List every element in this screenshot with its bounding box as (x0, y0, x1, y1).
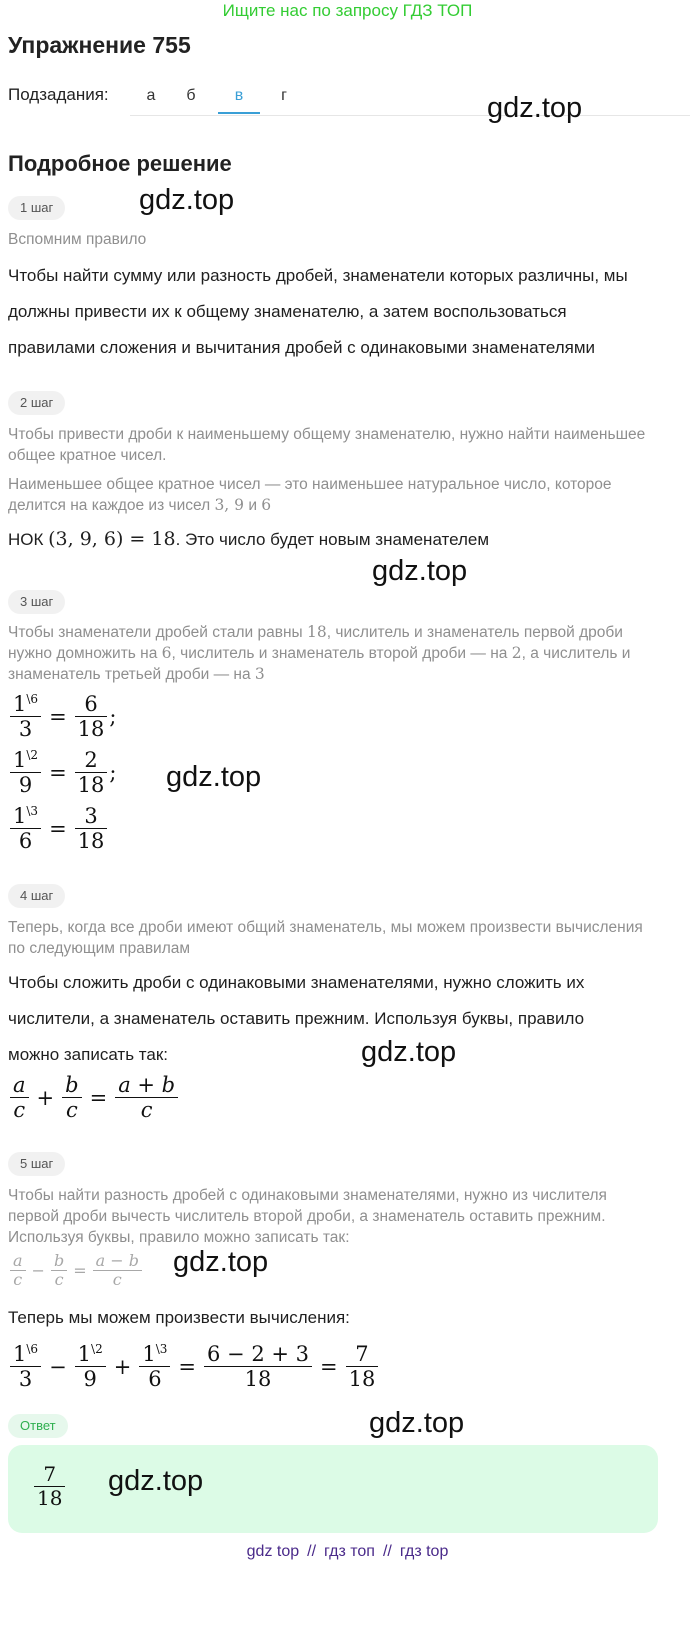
nok-label: НОК (8, 530, 49, 549)
footer-link[interactable]: gdz top (246, 1543, 300, 1560)
math-inline: 2 (511, 644, 522, 662)
math-inline: 18 (307, 623, 327, 641)
numerator: 1 (13, 804, 27, 828)
promo-link[interactable]: Ищите нас по запросу ГДЗ ТОП (222, 1, 473, 20)
multiplier: \2 (91, 1342, 103, 1356)
punct: ; (109, 704, 117, 729)
multiplier: \6 (26, 692, 39, 706)
text-fragment: , а числитель и (521, 645, 631, 662)
text-line (8, 622, 693, 643)
math-inline: (3, 9, 6) = 18 (48, 528, 176, 550)
denominator: 18 (77, 829, 105, 854)
denominator: 18 (244, 1367, 272, 1392)
step-badge: 2 шаг (8, 391, 65, 415)
text-line: числители, а знаменатель оставить прежним. Используя буквы, правило (8, 1009, 585, 1028)
math-inline: 3, 9 (214, 496, 245, 514)
numerator: 1 (13, 692, 27, 716)
text-line: Чтобы найти разность дробей с одинаковыми знаменателями, нужно из числителя (8, 1187, 607, 1204)
step-hint (8, 622, 693, 685)
numerator: 3 (75, 804, 108, 829)
text-line: общее кратное чисел. (8, 447, 167, 464)
numerator: b (51, 1252, 67, 1271)
text-line (8, 664, 693, 685)
separator: // (307, 1543, 317, 1560)
nok-text: . Это число будет новым знаменателем (175, 530, 490, 549)
equation: $\frac{1^{\backslash 6}}{3}$ = $\frac{6}{18}$ ; (8, 692, 116, 741)
fraction (10, 804, 41, 853)
multiplier: \6 (26, 1342, 39, 1356)
numerator: 7 (346, 1342, 379, 1367)
watermark: gdz.top (108, 1465, 204, 1497)
watermark: gdz.top (166, 761, 262, 793)
denominator: 9 (83, 1367, 97, 1392)
numerator: 1 (142, 1342, 156, 1366)
rule-text (8, 258, 688, 366)
step-badge: 3 шаг (8, 590, 65, 614)
step-badge: 1 шаг (8, 196, 65, 220)
fraction (10, 748, 41, 797)
rule-text (8, 965, 688, 1073)
denominator: 9 (18, 773, 33, 798)
numerator: a (10, 1073, 29, 1098)
text-fragment: делится на каждое из чисел (8, 497, 215, 514)
tab-a[interactable]: а (146, 87, 156, 104)
text-line: первой дроби вычесть числитель второй дроби, а знаменатель оставить прежним. (8, 1208, 606, 1225)
step-hint (8, 474, 688, 516)
step-badge: 5 шаг (8, 1152, 65, 1176)
denominator: c (54, 1270, 64, 1290)
text-line: Наименьшее общее кратное чисел — это наименьшее натуральное число, которое (8, 476, 612, 493)
text-line: можно записать так: (8, 1045, 168, 1064)
numerator: 7 (34, 1463, 65, 1487)
separator: // (382, 1543, 392, 1560)
answer-badge: Ответ (8, 1414, 68, 1438)
text-line: должны привести их к общему знаменателю, а затем воспользоваться (8, 302, 567, 321)
tab-v-active[interactable]: в (218, 78, 260, 114)
math-inline: 6 (161, 644, 172, 662)
denominator: 18 (37, 1486, 63, 1510)
fraction (10, 692, 41, 741)
denominator: 18 (77, 717, 105, 742)
tab-g[interactable]: г (281, 87, 287, 104)
addition-formula: $\frac{a}{c}$ + $\frac{b}{c}$ = $\frac{a + b}{c}$ (8, 1073, 180, 1122)
text-fragment: , числитель и знаменатель первой дроби (326, 624, 623, 641)
watermark: gdz.top (372, 555, 468, 587)
watermark: gdz.top (139, 184, 235, 216)
subtasks-label: Подзадания: (8, 85, 109, 104)
step-hint (8, 424, 688, 466)
final-calculation: $\frac{1^{\backslash 6}}{3}$ − $\frac{1^{\backslash 2}}{9}$ + $\frac{1^{\backslash 3}}{6}$ = $\frac{6 - 2 + 3}{18}$ = $\frac{7}{18}$ (8, 1342, 380, 1391)
subtraction-formula: $\frac{a}{c}$ − $\frac{b}{c}$ = $\frac{a - b}{c}$ (8, 1252, 144, 1290)
numerator: 2 (75, 748, 108, 773)
equation: $\frac{1^{\backslash 2}}{9}$ = $\frac{2}{18}$ ; (8, 748, 116, 797)
multiplier: \2 (26, 748, 39, 762)
math-inline: 3 (254, 665, 265, 683)
numerator: 1 (77, 1342, 92, 1366)
denominator: 6 (18, 829, 33, 854)
numerator: 1 (13, 748, 27, 772)
step-hint (8, 1185, 693, 1248)
numerator: a + b (115, 1073, 178, 1098)
denominator: 18 (348, 1367, 376, 1392)
denominator: c (140, 1098, 153, 1123)
footer-link[interactable]: гдз top (399, 1543, 449, 1560)
numerator: 1 (13, 1342, 27, 1366)
text-fragment: , числитель и знаменатель второй дроби — на (171, 645, 512, 662)
watermark: gdz.top (369, 1407, 465, 1439)
fraction (75, 804, 108, 853)
math-inline: 6 (261, 496, 272, 514)
numerator: b (62, 1073, 81, 1098)
answer-value (32, 1463, 67, 1510)
text-line (8, 643, 693, 664)
text-line: правилами сложения и вычитания дробей с одинаковыми знаменателями (8, 338, 596, 357)
text-line: Теперь, когда все дроби имеют общий знаменатель, мы можем произвести вычисления (8, 919, 643, 936)
text-line: Используя буквы, правило можно записать так: (8, 1229, 350, 1246)
text-fragment: и (244, 497, 262, 514)
exercise-title: Упражнение 755 (8, 32, 191, 58)
text-fragment: знаменатель третьей дроби — на (8, 666, 255, 683)
calc-label: Теперь мы можем произвести вычисления: (8, 1308, 350, 1327)
multiplier: \3 (155, 1342, 168, 1356)
denominator: 3 (18, 1367, 33, 1392)
text-line (8, 495, 688, 516)
numerator: a − b (93, 1252, 142, 1271)
tab-b[interactable]: б (186, 87, 196, 104)
watermark: gdz.top (173, 1246, 269, 1278)
step-hint (8, 917, 693, 959)
text-line: Чтобы сложить дроби с одинаковыми знаменателями, нужно сложить их (8, 973, 585, 992)
denominator: c (13, 1098, 26, 1123)
watermark: gdz.top (361, 1036, 457, 1068)
punct: ; (109, 760, 117, 785)
section-title: Подробное решение (8, 151, 232, 176)
denominator: c (13, 1270, 23, 1290)
fraction (75, 748, 108, 797)
footer-links (0, 1543, 695, 1561)
text-line: Чтобы привести дроби к наименьшему общему знаменателю, нужно найти наименьшее (8, 426, 646, 443)
text-line: по следующим правилам (8, 940, 191, 957)
denominator: 3 (18, 717, 33, 742)
step-badge: 4 шаг (8, 884, 65, 908)
numerator: a (10, 1252, 26, 1271)
equation: $\frac{1^{\backslash 3}}{6}$ = $\frac{3}{18}$ (8, 804, 109, 853)
denominator: 6 (148, 1367, 162, 1392)
text-line: Чтобы найти сумму или разность дробей, знаменатели которых различны, мы (8, 266, 628, 285)
text-fragment: нужно домножить на (8, 645, 162, 662)
text-fragment: Чтобы знаменатели дробей стали равны (8, 624, 308, 641)
numerator: 6 (75, 692, 108, 717)
footer-link[interactable]: гдз топ (324, 1543, 375, 1560)
denominator: c (112, 1270, 122, 1290)
denominator: c (65, 1098, 78, 1123)
denominator: 18 (77, 773, 105, 798)
multiplier: \3 (26, 804, 39, 818)
step-hint: Вспомним правило (8, 231, 147, 248)
nok-line (8, 528, 489, 550)
watermark: gdz.top (487, 92, 583, 124)
answer-box (8, 1445, 658, 1533)
subtask-tabs (130, 78, 690, 116)
fraction (75, 692, 108, 741)
numerator: 6 − 2 + 3 (204, 1342, 312, 1367)
